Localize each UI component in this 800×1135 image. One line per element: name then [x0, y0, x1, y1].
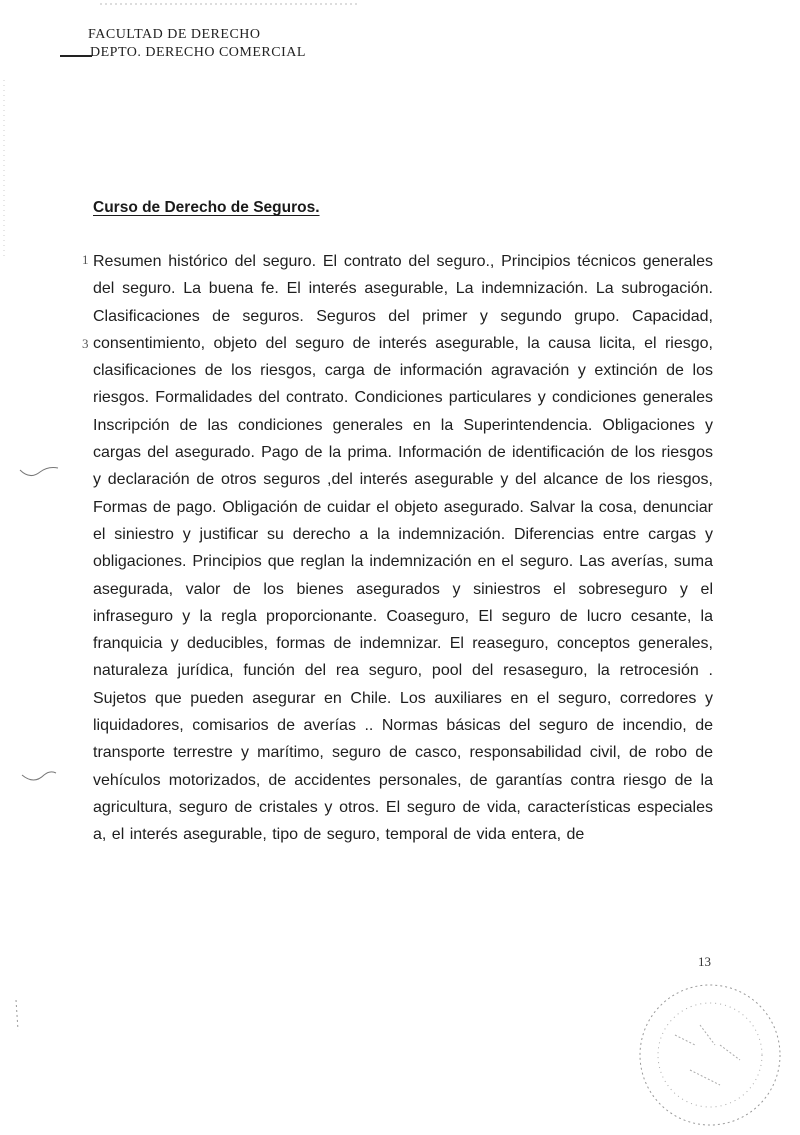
- margin-mark-1: 1: [82, 252, 89, 267]
- course-title: Curso de Derecho de Seguros.: [93, 199, 320, 216]
- department-name: DEPTO. DERECHO COMERCIAL: [90, 45, 306, 60]
- margin-mark-3: 3: [82, 336, 89, 351]
- header-rule: [60, 55, 92, 57]
- institution-header: [88, 26, 306, 62]
- circular-stamp-seal: [630, 975, 790, 1135]
- page-number: 13: [698, 954, 711, 969]
- faculty-name: FACULTAD DE DERECHO: [88, 27, 261, 42]
- course-syllabus-body: Resumen histórico del seguro. El contrato del seguro., Principios técnicos generales del seguro. La buena fe. El interés asegurable, La indemnización. La subrogación. Clasificaciones de seguros. Seguros del primer y segundo grupo. Capacidad, consentimiento, objeto del seguro de interés asegurable, la causa licita, el riesgo, clasificaciones de los riesgos, carga de información agravación y extinción de los riesgos. Formalidades del contrato. Condiciones particulares y condiciones generales Inscripción de las condiciones generales en la Superintendencia. Obligaciones y cargas del asegurado. Pago de la prima. Información de identificación de los riesgos y declaración de otros seguros ,del interés asegurable y del alcance de los riesgos, Formas de pago. Obligación de cuidar el objeto asegurado. Salvar la cosa, denunciar el siniestro y justificar su derecho a la indemnización. Diferencias entre cargas y obligaciones. Principios que reglan la indemnización en el seguro. Las averías, suma asegurada, valor de los bienes asegurados y siniestros el sobreseguro y el infraseguro y la regla proporcionante. Coaseguro, El seguro de lucro cesante, la franquicia y deducibles, formas de indemnizar. El reaseguro, conceptos generales, naturaleza jurídica, función del rea seguro, pool del resaseguro, la retrocesión . Sujetos que pueden asegurar en Chile. Los auxiliares en el seguro, corredores y liquidadores, comisarios de averías .. Normas básicas del seguro de incendio, de transporte terrestre y marítimo, seguro de casco, responsabilidad civil, de robo de vehículos motorizados, de accidentes personales, de garantías contra riesgo de la agricultura, seguro de cristales y otros. El seguro de vida, características especiales a, el interés asegurable, tipo de seguro, temporal de vida entera, de: [93, 253, 713, 844]
